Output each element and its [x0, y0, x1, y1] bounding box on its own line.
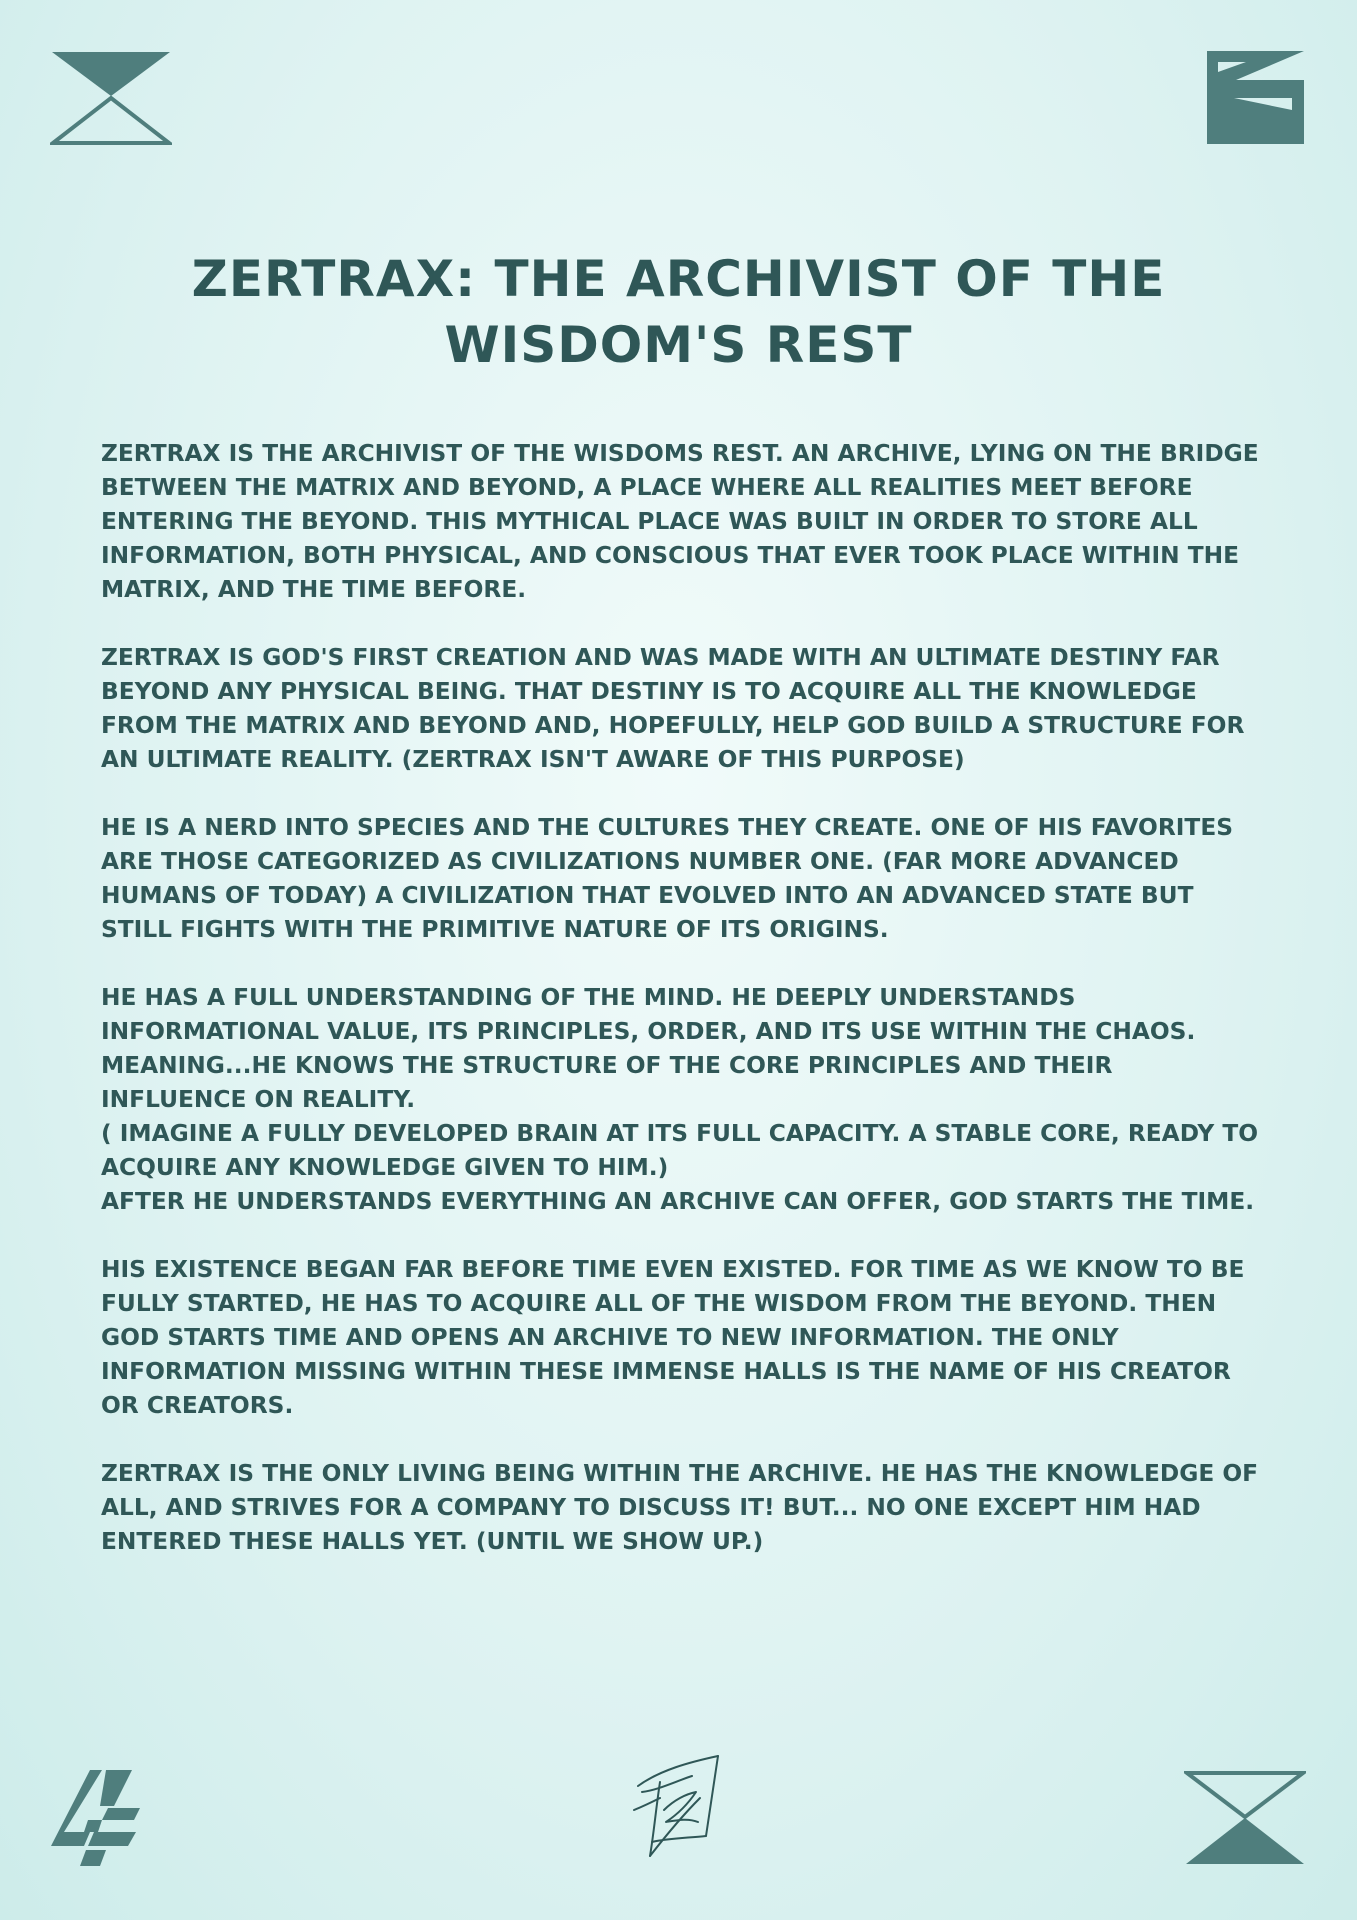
document-body: [101, 437, 1261, 1593]
number-four-glyph-icon: [50, 1770, 142, 1866]
hourglass-filled-icon: [1184, 1770, 1306, 1866]
paragraph-understanding-mind: HE HAS A FULL UNDERSTANDING OF THE MIND. HE DEEPLY UNDERSTANDS INFORMATIONAL VALUE, ITS PRINCIPLES, ORDER, AND ITS USE WITHIN THE CHAOS. MEANING...HE KNOWS THE STRUCTURE OF THE CORE PRINCIPLES AND THEIR INFLUENCE ON REALITY. ( IMAGINE A FULLY DEVELOPED BRAIN AT ITS FULL CAPACITY. A STABLE CORE, READY TO ACQUIRE ANY KNOWLEDGE GIVEN TO HIM.) AFTER HE UNDERSTANDS EVERYTHING AN ARCHIVE CAN OFFER, GOD STARTS THE TIME.: [101, 984, 1259, 1215]
paragraph-species-nerd: HE IS A NERD INTO SPECIES AND THE CULTURES THEY CREATE. ONE OF HIS FAVORITES ARE THOSE CATEGORIZED AS CIVILIZATIONS NUMBER ONE. (FAR MORE ADVANCED HUMANS OF TODAY) A CIVILIZATION THAT EVOLVED INTO AN ADVANCED STATE BUT STILL FIGHTS WITH THE PRIMITIVE NATURE OF ITS ORIGINS.: [101, 814, 1234, 943]
paragraph-only-living-being: ZERTRAX IS THE ONLY LIVING BEING WITHIN THE ARCHIVE. HE HAS THE KNOWLEDGE OF ALL, AND STRIVES FOR A COMPANY TO DISCUSS IT! BUT... NO ONE EXCEPT HIM HAD ENTERED THESE HALLS YET. (UNTIL WE SHOW UP.): [101, 1460, 1259, 1555]
paragraph-first-creation: ZERTRAX IS GOD'S FIRST CREATION AND WAS MADE WITH AN ULTIMATE DESTINY FAR BEYOND ANY PHYSICAL BEING. THAT DESTINY IS TO ACQUIRE ALL THE KNOWLEDGE FROM THE MATRIX AND BEYOND AND, HOPEFULLY, HELP GOD BUILD A STRUCTURE FOR AN ULTIMATE REALITY. (ZERTRAX ISN'T AWARE OF THIS PURPOSE): [101, 644, 1245, 773]
stylized-z-glyph-icon: [1206, 50, 1306, 146]
signature-mark: [630, 1752, 726, 1862]
paragraph-archive-intro: ZERTRAX IS THE ARCHIVIST OF THE WISDOMS REST. AN ARCHIVE, LYING ON THE BRIDGE BETWEEN THE MATRIX AND BEYOND, A PLACE WHERE ALL REALITIES MEET BEFORE ENTERING THE BEYOND. THIS MYTHICAL PLACE WAS BUILT IN ORDER TO STORE ALL INFORMATION, BOTH PHYSICAL, AND CONSCIOUS THAT EVER TOOK PLACE WITHIN THE MATRIX, AND THE TIME BEFORE.: [101, 440, 1259, 603]
hourglass-outline-icon: [50, 50, 172, 146]
document-title: ZERTRAX: THE ARCHIVIST OF THE WISDOM'S REST: [191, 250, 1166, 374]
paragraph-existence-before-time: HIS EXISTENCE BEGAN FAR BEFORE TIME EVEN EXISTED. FOR TIME AS WE KNOW TO BE FULLY STARTED, HE HAS TO ACQUIRE ALL OF THE WISDOM FROM THE BEYOND. THEN GOD STARTS TIME AND OPENS AN ARCHIVE TO NEW INFORMATION. THE ONLY INFORMATION MISSING WITHIN THESE IMMENSE HALLS IS THE NAME OF HIS CREATOR OR CREATORS.: [101, 1256, 1245, 1419]
